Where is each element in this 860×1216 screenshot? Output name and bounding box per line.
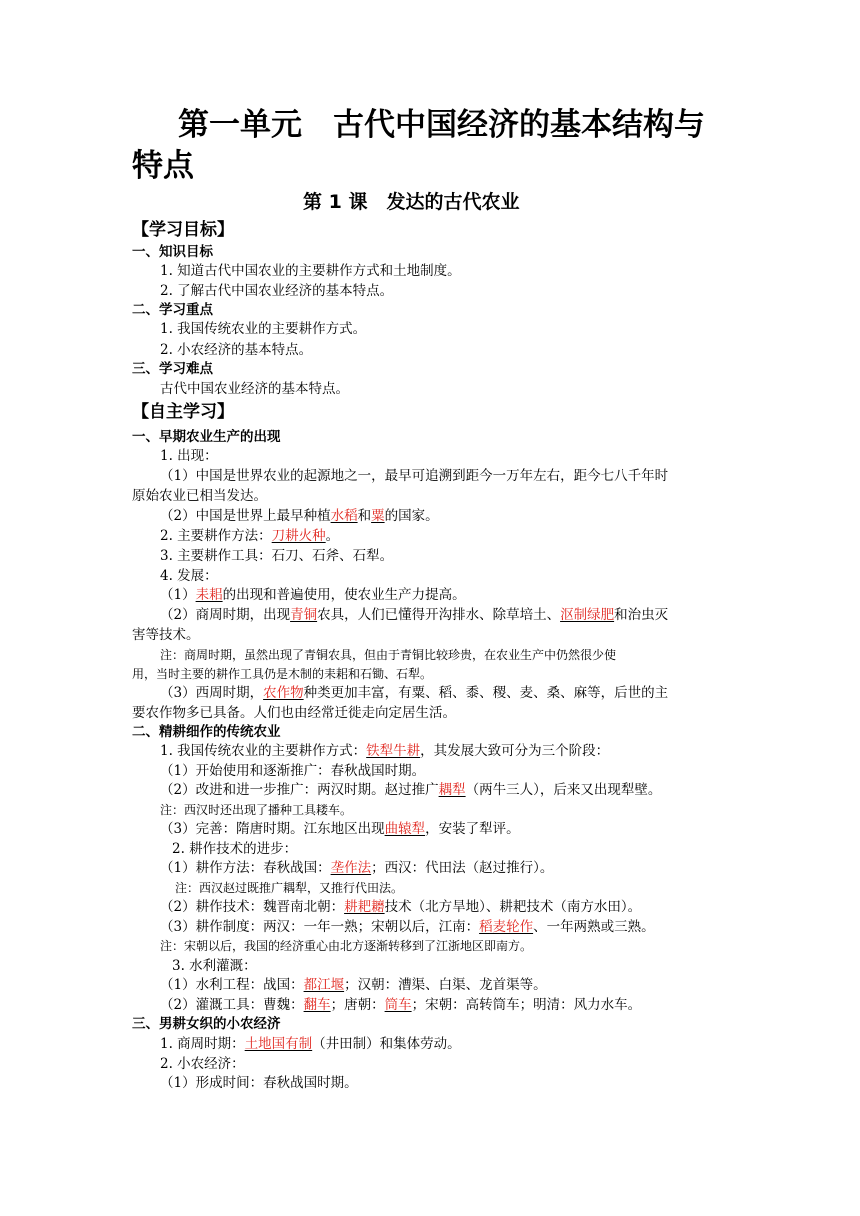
list-item: 2. 小农经济的基本特点。 <box>160 342 313 358</box>
goals-header: 【学习目标】 <box>132 220 234 240</box>
list-item: 2. 小农经济： <box>160 1056 245 1072</box>
lesson-title: 第 1 课 发达的古代农业 <box>303 191 520 213</box>
section-heading: 二、学习重点 <box>132 302 213 318</box>
paragraph-line: （2）灌溉工具：曹魏：翻车；唐朝：筒车；宋朝：高转筒车；明清：风力水车。 <box>160 997 642 1013</box>
paragraph-line: （2）改进和进一步推广：两汉时期。赵过推广耦犁（两牛三人），后来又出现犁壁。 <box>160 782 662 798</box>
paragraph-line: （3）西周时期，农作物种类更加丰富，有粟、稻、黍、稷、麦、桑、麻等，后世的主 <box>160 685 669 701</box>
answer-text: 耒耜 <box>195 587 223 603</box>
answer-text: 铁犁牛耕 <box>366 743 421 759</box>
answer-text: 垄作法 <box>330 860 372 876</box>
paragraph-line: （2）耕作技术：魏晋南北朝：耕耙耱技术（北方旱地）、耕耙技术（南方水田）。 <box>160 899 642 915</box>
answer-text: 青铜 <box>290 607 318 623</box>
answer-text: 土地国有制 <box>244 1036 313 1052</box>
answer-text: 耦犁 <box>438 782 466 798</box>
paragraph-line: （3）完善：隋唐时期。江东地区出现曲辕犁，安装了犁评。 <box>160 821 520 837</box>
answer-text: 耕耙耱 <box>344 899 385 915</box>
paragraph-line: （2）中国是世界上最早种植水稻和粟的国家。 <box>160 508 439 524</box>
answer-text: 水稻 <box>330 508 358 524</box>
answer-text: 都江堰 <box>303 977 345 993</box>
section-heading: 一、早期农业生产的出现 <box>132 429 281 445</box>
list-item: 3. 水利灌溉： <box>172 958 257 974</box>
answer-text: 筒车 <box>384 997 412 1013</box>
answer-text: 稻麦轮作 <box>479 919 534 935</box>
list-item: 1. 商周时期：土地国有制（井田制）和集体劳动。 <box>160 1036 461 1052</box>
paragraph-line: 害等技术。 <box>132 627 200 643</box>
section-heading: 二、精耕细作的传统农业 <box>132 724 281 740</box>
note-text: 注：西汉赵过既推广耦犁，又推行代田法。 <box>175 881 404 895</box>
list-item: 2. 主要耕作方法：刀耕火种。 <box>160 528 340 544</box>
paragraph-line: （1）开始使用和逐渐推广：春秋战国时期。 <box>160 763 426 779</box>
answer-text: 粟 <box>371 508 385 524</box>
list-item: 古代中国农业经济的基本特点。 <box>160 381 349 397</box>
note-text: 用，当时主要的耕作工具仍是木制的耒耜和石锄、石犁。 <box>132 667 433 681</box>
paragraph-line: （1）耒耜的出现和普遍使用，使农业生产力提高。 <box>160 587 466 603</box>
paragraph-line: 原始农业已相当发达。 <box>132 488 267 504</box>
paragraph-line: （3）耕作制度：两汉：一年一熟；宋朝以后，江南：稻麦轮作、一年两熟或三熟。 <box>160 919 655 935</box>
answer-text: 刀耕火种 <box>271 528 326 544</box>
list-item: 1. 知道古代中国农业的主要耕作方式和土地制度。 <box>160 263 461 279</box>
answer-text: 沤制绿肥 <box>560 607 615 623</box>
paragraph-line: （1）耕作方法：春秋战国：垄作法；西汉：代田法（赵过推行）。 <box>160 860 554 876</box>
paragraph-line: （1）中国是世界农业的起源地之一，最早可追溯到距今一万年左右，距今七八千年时 <box>160 468 669 484</box>
list-item: 1. 出现： <box>160 448 218 464</box>
unit-title-line1: 第一单元 古代中国经济的基本结构与 <box>178 107 705 143</box>
paragraph-line: 要农作物多已具备。人们也由经常迁徙走向定居生活。 <box>132 705 456 721</box>
list-item: 2. 了解古代中国农业经济的基本特点。 <box>160 283 394 299</box>
paragraph-line: （1）水利工程：战国：都江堰；汉朝：漕渠、白渠、龙首渠等。 <box>160 977 547 993</box>
paragraph-line: （1）形成时间：春秋战国时期。 <box>160 1075 358 1091</box>
unit-title-line2: 特点 <box>132 148 194 184</box>
list-item: 1. 我国传统农业的主要耕作方式。 <box>160 321 367 337</box>
paragraph-line: （2）商周时期，出现青铜农具，人们已懂得开沟排水、除草培土、沤制绿肥和治虫灭 <box>160 607 669 623</box>
answer-text: 农作物 <box>263 685 304 701</box>
note-text: 注：宋朝以后，我国的经济重心由北方逐渐转移到了江浙地区即南方。 <box>160 939 533 953</box>
answer-text: 曲辕犁 <box>384 821 426 837</box>
section-heading: 一、知识目标 <box>132 244 213 260</box>
note-text: 注：西汉时还出现了播种工具耧车。 <box>160 803 353 817</box>
list-item: 4. 发展： <box>160 568 218 584</box>
self-study-header: 【自主学习】 <box>132 402 234 422</box>
list-item: 2. 耕作技术的进步： <box>172 841 298 857</box>
list-item: 1. 我国传统农业的主要耕作方式：铁犁牛耕，其发展大致可分为三个阶段： <box>160 743 610 759</box>
section-heading: 三、学习难点 <box>132 361 213 377</box>
section-heading: 三、男耕女织的小农经济 <box>132 1016 281 1032</box>
answer-text: 翻车 <box>303 997 331 1013</box>
note-text: 注：商周时期，虽然出现了青铜农具，但由于青铜比较珍贵，在农业生产中仍然很少使 <box>160 648 617 662</box>
list-item: 3. 主要耕作工具：石刀、石斧、石犁。 <box>160 548 394 564</box>
